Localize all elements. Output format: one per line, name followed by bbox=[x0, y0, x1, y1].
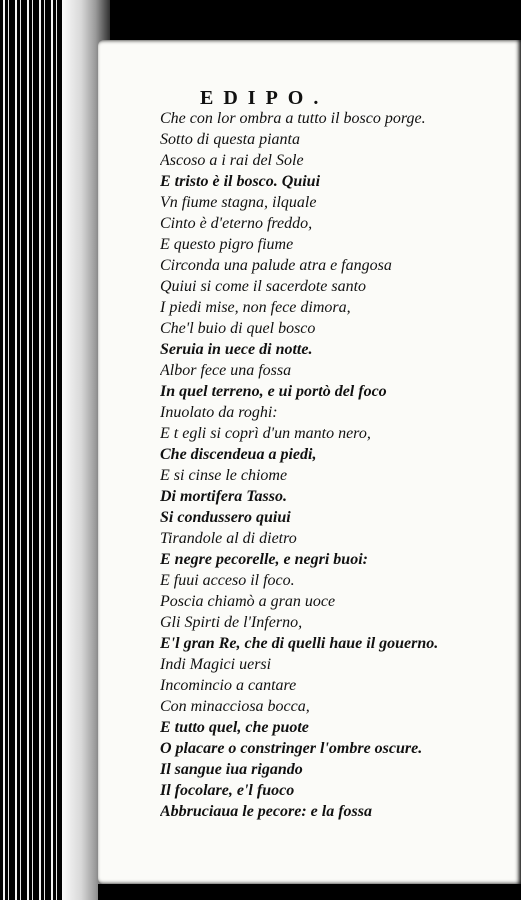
verse-line: I piedi mise, non fece dimora, bbox=[160, 299, 351, 316]
verse-line: Incomincio a cantare bbox=[160, 677, 297, 694]
verse-line: Vn fiume stagna, ilquale bbox=[160, 194, 317, 211]
verse-line: Che discendeua a piedi, bbox=[160, 446, 317, 463]
verse-line: Sotto di questa pianta bbox=[160, 131, 300, 148]
verse-line: Circonda una palude atra e fangosa bbox=[160, 257, 392, 274]
verse-line: Abbruciaua le pecore: e la fossa bbox=[160, 803, 372, 820]
verse-line: Quiui si come il sacerdote santo bbox=[160, 278, 367, 295]
verse-line: Che con lor ombra a tutto il bosco porge. bbox=[160, 110, 426, 127]
verse-line: E fuui acceso il foco. bbox=[160, 572, 295, 589]
verse-line: E si cinse le chiome bbox=[160, 467, 288, 484]
page-edges bbox=[0, 0, 110, 900]
running-head: EDIPO. bbox=[200, 87, 329, 109]
verse-line: Il sangue iua rigando bbox=[160, 761, 303, 778]
verse-line: E t egli si coprì d'un manto nero, bbox=[160, 425, 371, 442]
verse-line: O placare o constringer l'ombre oscure. bbox=[160, 740, 423, 757]
verse-line: Inuolato da roghi: bbox=[160, 404, 278, 421]
page-bottom-shadow bbox=[98, 884, 521, 900]
verse-line: Che'l buio di quel bosco bbox=[160, 320, 316, 337]
verse-line: Ascoso a i rai del Sole bbox=[160, 152, 304, 169]
verse-line: E negre pecorelle, e negri buoi: bbox=[160, 551, 368, 568]
verse-line: E questo pigro fiume bbox=[160, 236, 294, 253]
verse-line: E tutto quel, che puote bbox=[160, 719, 309, 736]
verse-line: Di mortifera Tasso. bbox=[160, 488, 287, 505]
verse-line: E'l gran Re, che di quelli haue il gouerno. bbox=[160, 635, 439, 652]
verse-line: Tirandole al di dietro bbox=[160, 530, 297, 547]
verse-line: E tristo è il bosco. Quiui bbox=[160, 173, 321, 190]
verse-line: Con minacciosa bocca, bbox=[160, 698, 310, 715]
verse-line: Poscia chiamò a gran uoce bbox=[160, 593, 336, 610]
verse-line: In quel terreno, e ui portò del foco bbox=[160, 383, 387, 400]
verse-line: Si condussero quiui bbox=[160, 509, 291, 526]
verse-line: Gli Spirti de l'Inferno, bbox=[160, 614, 303, 631]
verse-list bbox=[160, 108, 516, 822]
verse-line: Il focolare, e'l fuoco bbox=[160, 782, 295, 799]
verse-line: Indi Magici uersi bbox=[160, 656, 272, 673]
verse-line: Albor fece una fossa bbox=[160, 362, 292, 379]
verse-line: Seruia in uece di notte. bbox=[160, 341, 313, 358]
verse-line: Cinto è d'eterno freddo, bbox=[160, 215, 313, 232]
